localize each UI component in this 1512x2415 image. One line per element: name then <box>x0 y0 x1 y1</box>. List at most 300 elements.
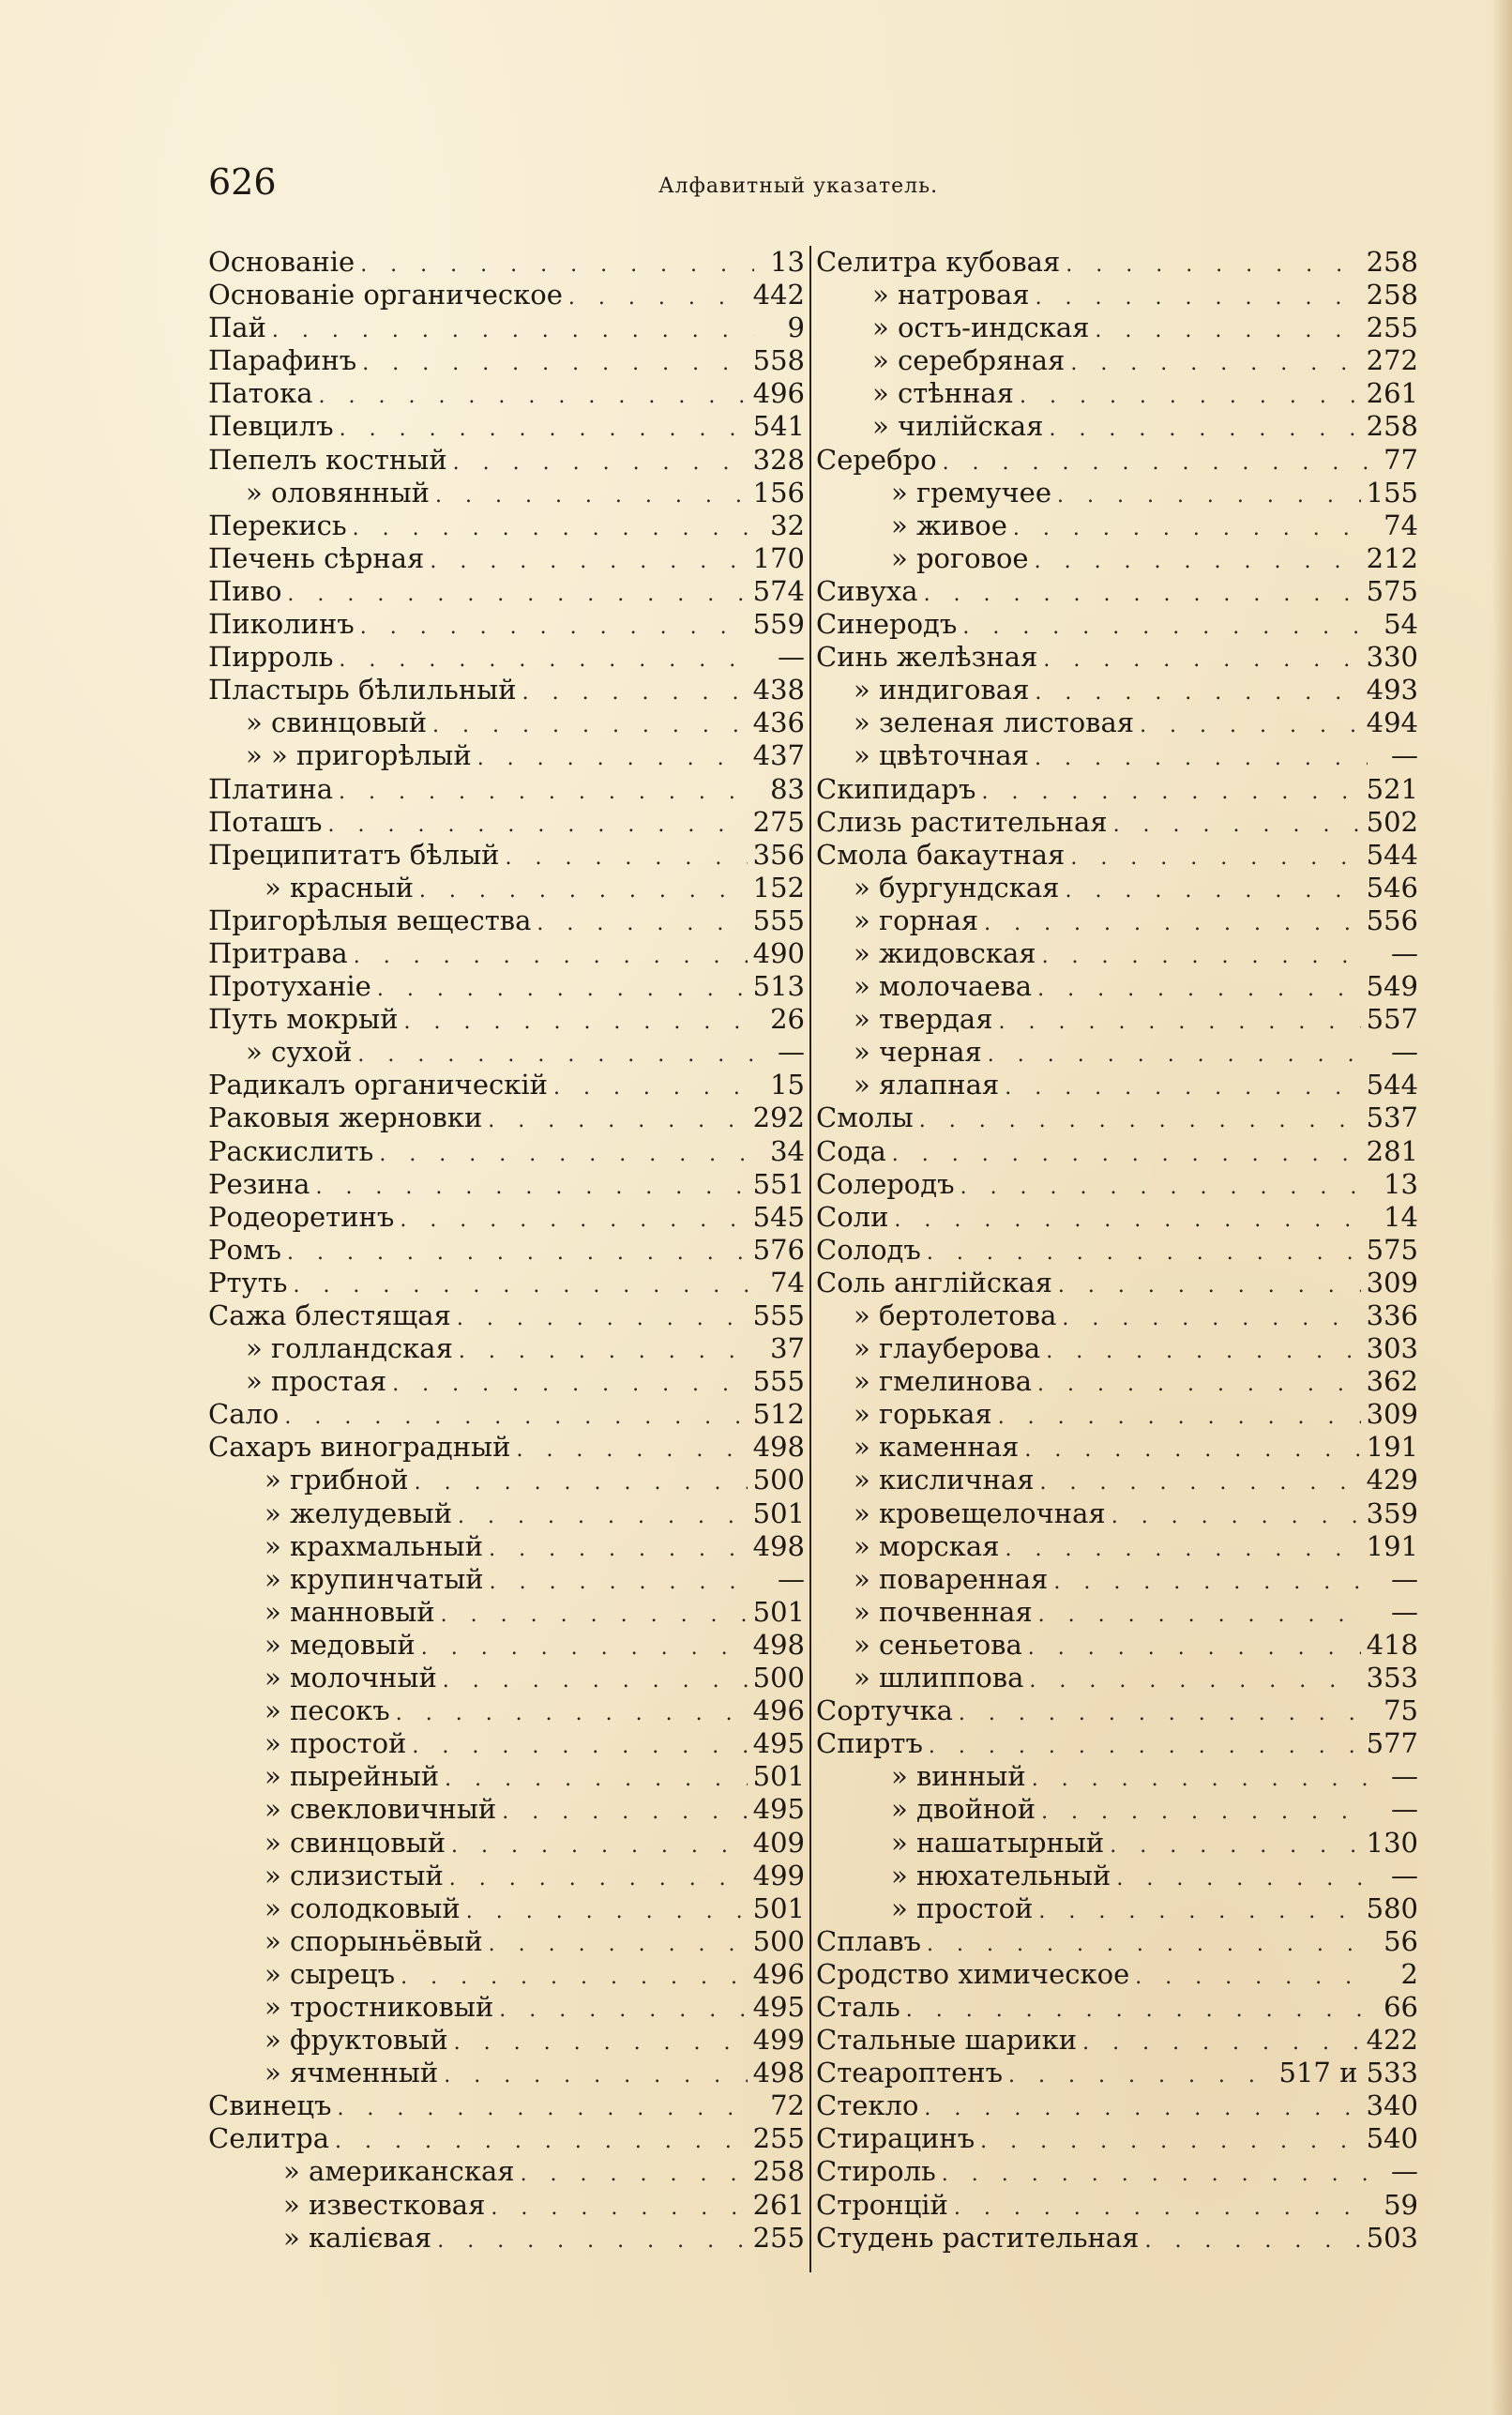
dot-leader <box>1110 1830 1360 1860</box>
entry-term: » калієвая <box>283 2221 432 2254</box>
entry-term: Селитра <box>208 2122 329 2155</box>
index-entry <box>816 1332 1418 1365</box>
index-entry <box>816 773 1418 806</box>
index-entry <box>816 1860 1418 1892</box>
dot-leader <box>319 380 748 410</box>
index-entry <box>208 608 805 641</box>
dot-leader <box>1008 2059 1273 2089</box>
dot-leader <box>1024 1434 1360 1464</box>
index-entry <box>816 1760 1418 1793</box>
index-entry <box>816 279 1418 311</box>
dot-leader <box>339 644 754 674</box>
entry-page-number: 72 <box>770 2089 805 2122</box>
dot-leader <box>354 940 748 970</box>
index-entry <box>816 344 1418 377</box>
entry-term: Пиколинъ <box>208 608 355 641</box>
index-entry <box>208 1299 805 1332</box>
entry-page-number: 493 <box>1366 674 1418 706</box>
entry-page-number: 75 <box>1383 1694 1418 1727</box>
index-entry <box>816 542 1418 575</box>
index-entry <box>208 904 805 937</box>
index-entry <box>816 1662 1418 1694</box>
entry-page-number: 499 <box>752 2024 805 2057</box>
dot-leader <box>1070 842 1360 872</box>
dot-leader <box>287 1237 748 1267</box>
entry-term: » фруктовый <box>265 2024 448 2057</box>
dot-leader <box>988 1039 1368 1069</box>
entry-term: » крахмальный <box>265 1529 484 1562</box>
dot-leader <box>1065 874 1360 904</box>
index-entry <box>816 1267 1418 1299</box>
dot-leader <box>553 1071 754 1101</box>
index-entry <box>816 1234 1418 1267</box>
dot-leader <box>1041 1796 1368 1826</box>
index-entry <box>208 1563 805 1596</box>
index-entry <box>208 1629 805 1662</box>
dot-leader <box>400 1204 747 1234</box>
entry-term: Раскислить <box>208 1134 374 1167</box>
index-entry <box>208 1958 805 1991</box>
dot-leader <box>445 1763 747 1793</box>
entry-term: Сало <box>208 1398 280 1431</box>
index-entry <box>208 2089 805 2122</box>
dot-leader <box>377 973 748 1003</box>
entry-term: » простая <box>246 1365 387 1398</box>
entry-term: » шлиппова <box>854 1662 1024 1694</box>
entry-page-number: — <box>1391 2155 1418 2188</box>
entry-page-number: 495 <box>752 1990 805 2023</box>
index-entry <box>816 1497 1418 1530</box>
entry-term: » поваренная <box>854 1562 1049 1595</box>
dot-leader <box>1038 1599 1368 1629</box>
index-entry <box>816 2057 1418 2089</box>
dot-leader <box>1095 314 1360 344</box>
index-entry <box>816 1168 1418 1201</box>
entry-page-number: 340 <box>1366 2089 1418 2122</box>
dot-leader <box>449 1862 748 1892</box>
entry-page-number: 26 <box>770 1003 805 1036</box>
index-entry <box>208 1827 805 1860</box>
dot-leader <box>1005 1071 1360 1101</box>
dot-leader <box>960 1171 1368 1201</box>
index-entry <box>208 773 805 806</box>
entry-term: Протуханіе <box>208 970 371 1003</box>
index-entry <box>208 1727 805 1760</box>
entry-page-number: — <box>1391 1793 1418 1826</box>
dot-leader <box>1116 1862 1368 1892</box>
entry-term: » простой <box>265 1727 407 1760</box>
entry-page-number: 544 <box>1366 1069 1418 1101</box>
index-entry <box>816 970 1418 1003</box>
entry-page-number: — <box>1391 1760 1418 1793</box>
index-entry <box>208 1860 805 1892</box>
entry-term: Солеродъ <box>816 1167 955 1200</box>
entry-page-number: 498 <box>752 2057 805 2089</box>
entry-term: Парафинъ <box>208 344 357 377</box>
entry-page-number: 261 <box>752 2188 805 2221</box>
index-entry <box>816 1694 1418 1727</box>
entry-page-number: 170 <box>752 541 805 574</box>
index-column-left <box>208 246 805 2255</box>
entry-page-number: 13 <box>1383 1167 1418 1200</box>
entry-page-number: 429 <box>1366 1464 1418 1496</box>
entry-term: » свинцовый <box>265 1826 446 1859</box>
entry-term: Пирроль <box>208 641 334 674</box>
entry-term: Серебро <box>816 443 937 476</box>
entry-page-number: 580 <box>1366 1891 1418 1924</box>
entry-page-number: 501 <box>752 1760 805 1793</box>
entry-term: Стеароптенъ <box>816 2057 1004 2089</box>
running-title: Алфавитный указатель. <box>658 175 939 198</box>
dot-leader <box>404 1006 754 1036</box>
dot-leader <box>287 578 747 608</box>
index-entry <box>208 1201 805 1234</box>
index-entry <box>816 1036 1418 1069</box>
index-entry <box>208 1892 805 1925</box>
dot-leader <box>1066 249 1360 279</box>
entry-page-number: 309 <box>1366 1398 1418 1431</box>
dot-leader <box>415 1466 748 1496</box>
entry-term: Пай <box>208 311 266 344</box>
index-entry <box>208 1925 805 1958</box>
entry-term: Слизь растительная <box>816 805 1108 838</box>
entry-page-number: 496 <box>752 377 805 410</box>
entry-page-number: 442 <box>752 279 805 311</box>
entry-term: » стѣнная <box>872 377 1014 410</box>
entry-page-number: 156 <box>752 476 805 509</box>
entry-page-number: 555 <box>752 1365 805 1398</box>
index-entry <box>208 2024 805 2057</box>
entry-term: Пепелъ костный <box>208 443 447 476</box>
entry-term: » медовый <box>265 1628 416 1661</box>
dot-leader <box>1135 1961 1368 1991</box>
index-entry <box>208 1036 805 1069</box>
dot-leader <box>401 1961 748 1991</box>
entry-term: Печень сѣрная <box>208 541 425 574</box>
dot-leader <box>942 2158 1368 2188</box>
dot-leader <box>919 1104 1361 1134</box>
entry-page-number: 501 <box>752 1595 805 1628</box>
index-entry <box>816 706 1418 739</box>
entry-term: » глауберова <box>854 1332 1041 1365</box>
dot-leader <box>412 1730 747 1760</box>
entry-term: » крупинчатый <box>265 1562 484 1595</box>
dot-leader <box>421 1632 748 1662</box>
entry-term: » солодковый <box>265 1891 461 1924</box>
dot-leader <box>1053 1566 1368 1596</box>
index-entry <box>816 739 1418 772</box>
entry-page-number: 37 <box>770 1332 805 1365</box>
dot-leader <box>1082 2027 1361 2057</box>
entry-page-number: 152 <box>752 871 805 904</box>
entry-term: » простой <box>891 1891 1034 1924</box>
dot-leader <box>360 611 748 641</box>
dot-leader <box>1040 1466 1361 1496</box>
entry-term: » бертолетова <box>854 1299 1057 1331</box>
dot-leader <box>1057 479 1361 509</box>
index-entry <box>816 311 1418 344</box>
dot-leader <box>315 1171 747 1201</box>
dot-leader <box>1013 512 1368 542</box>
dot-leader <box>892 1138 1361 1168</box>
index-entry <box>208 1267 805 1299</box>
entry-term: » молочаева <box>854 970 1033 1003</box>
page-number: 626 <box>208 161 277 203</box>
index-entry <box>208 1365 805 1398</box>
index-entry <box>208 1530 805 1563</box>
dot-leader <box>488 1104 747 1134</box>
dot-leader <box>491 2192 747 2222</box>
entry-term: Перекись <box>208 509 347 541</box>
dot-leader <box>457 1302 748 1332</box>
entry-page-number: 499 <box>752 1859 805 1891</box>
index-entry <box>208 410 805 443</box>
entry-page-number: 359 <box>1366 1496 1418 1529</box>
entry-term: » жидовская <box>854 936 1036 969</box>
entry-term: » свекловичный <box>265 1793 497 1826</box>
entry-page-number: 281 <box>1366 1134 1418 1167</box>
entry-page-number: 275 <box>752 805 805 838</box>
entry-page-number: 353 <box>1366 1662 1418 1694</box>
entry-term: » желудевый <box>265 1496 453 1529</box>
dot-leader <box>537 907 747 937</box>
entry-term: Соль англійская <box>816 1266 1052 1299</box>
dot-leader <box>998 1401 1361 1431</box>
index-entry <box>816 1793 1418 1826</box>
index-entry <box>208 1168 805 1201</box>
index-entry <box>208 872 805 904</box>
entry-page-number: 498 <box>752 1529 805 1562</box>
entry-term: Сажа блестящая <box>208 1299 451 1331</box>
index-entry <box>816 1135 1418 1168</box>
entry-page-number: 575 <box>1366 1233 1418 1266</box>
index-entry <box>816 904 1418 937</box>
entry-term: » живое <box>891 509 1007 541</box>
entry-page-number: 336 <box>1366 1299 1418 1331</box>
entry-term: Сода <box>816 1134 886 1167</box>
dot-leader <box>943 447 1368 477</box>
index-entry <box>208 1398 805 1431</box>
entry-term: » красный <box>265 871 414 904</box>
entry-term: Синь желѣзная <box>816 641 1038 674</box>
index-entry <box>208 542 805 575</box>
entry-page-number: — <box>1391 739 1418 772</box>
entry-term: » грибной <box>265 1464 409 1496</box>
dot-leader <box>1020 380 1361 410</box>
dot-leader <box>353 512 754 542</box>
entry-term: Основаніе <box>208 246 355 278</box>
index-entry <box>816 1201 1418 1234</box>
entry-term: » песокъ <box>265 1694 390 1727</box>
dot-leader <box>927 1928 1368 1958</box>
entry-page-number: 292 <box>752 1101 805 1134</box>
entry-term: Пригорѣлыя вещества <box>208 904 532 936</box>
entry-page-number: 212 <box>1366 541 1418 574</box>
dot-leader <box>962 611 1368 641</box>
entry-term: » индиговая <box>854 674 1030 706</box>
entry-term: » бургундская <box>854 871 1060 904</box>
entry-page-number: 66 <box>1383 1990 1418 2023</box>
entry-term: » оловянный <box>246 476 430 509</box>
dot-leader <box>1070 347 1360 377</box>
dot-leader <box>435 479 748 509</box>
index-entry <box>208 311 805 344</box>
dot-leader <box>521 2158 748 2188</box>
entry-page-number: 500 <box>752 1924 805 1957</box>
entry-term: Родеоретинъ <box>208 1200 395 1233</box>
dot-leader <box>392 1368 747 1398</box>
entry-term: Стирацинъ <box>816 2122 975 2155</box>
index-entry <box>208 1234 805 1267</box>
dot-leader <box>1035 545 1361 575</box>
dot-leader <box>980 2125 1360 2155</box>
entry-term: » остъ-индская <box>872 311 1090 344</box>
index-entry <box>816 2089 1418 2122</box>
index-entry <box>816 2122 1418 2155</box>
entry-page-number: 258 <box>1366 246 1418 278</box>
entry-term: Пиво <box>208 574 282 607</box>
dot-leader <box>1046 1335 1360 1365</box>
index-entry <box>816 410 1418 443</box>
index-entry <box>816 641 1418 674</box>
dot-leader <box>335 2125 748 2155</box>
entry-page-number: 494 <box>1366 706 1418 739</box>
index-entry <box>816 1464 1418 1496</box>
entry-term: Солодъ <box>816 1233 921 1266</box>
entry-page-number: 576 <box>752 1233 805 1266</box>
dot-leader <box>360 249 754 279</box>
entry-page-number: 555 <box>752 1299 805 1331</box>
entry-term: » сухой <box>246 1036 353 1069</box>
entry-page-number: 495 <box>752 1727 805 1760</box>
entry-term: Стронцій <box>816 2188 948 2221</box>
entry-page-number: 496 <box>752 1957 805 1990</box>
dot-leader <box>432 709 748 739</box>
index-entry <box>816 839 1418 872</box>
entry-term: Резина <box>208 1167 310 1200</box>
entry-page-number: 74 <box>1383 509 1418 541</box>
index-entry <box>208 641 805 674</box>
index-entry <box>208 2122 805 2155</box>
entry-page-number: 74 <box>770 1266 805 1299</box>
dot-leader <box>999 1006 1361 1036</box>
index-entry <box>816 1398 1418 1431</box>
entry-term: » нашатырный <box>891 1826 1105 1859</box>
entry-term: » морская <box>854 1529 1000 1562</box>
entry-page-number: 56 <box>1383 1924 1418 1957</box>
index-entry <box>816 1069 1418 1101</box>
entry-term: Селитра кубовая <box>816 246 1061 278</box>
index-entry <box>816 1299 1418 1332</box>
dot-leader <box>458 1500 748 1530</box>
entry-page-number: 512 <box>752 1398 805 1431</box>
index-entry <box>816 1727 1418 1760</box>
index-column-right <box>816 246 1418 2255</box>
index-entry <box>208 1662 805 1694</box>
entry-term: » каменная <box>854 1431 1020 1464</box>
entry-page-number: 549 <box>1366 970 1418 1003</box>
entry-page-number: 498 <box>752 1431 805 1464</box>
index-entry <box>816 1827 1418 1860</box>
index-entry <box>816 937 1418 970</box>
index-entry <box>816 575 1418 608</box>
dot-leader <box>1140 709 1361 739</box>
index-entry <box>208 2057 805 2089</box>
entry-page-number: 501 <box>752 1496 805 1529</box>
index-entry <box>816 444 1418 477</box>
entry-page-number: — <box>1391 1562 1418 1595</box>
entry-term: Соли <box>816 1200 889 1233</box>
entry-page-number: — <box>778 1562 805 1595</box>
index-entry <box>208 1431 805 1464</box>
dot-leader <box>1113 809 1361 839</box>
index-entry <box>208 1694 805 1727</box>
entry-term: » молочный <box>265 1662 437 1694</box>
index-entry <box>816 1629 1418 1662</box>
index-entry <box>816 674 1418 706</box>
dot-leader <box>499 1994 747 2024</box>
dot-leader <box>340 413 748 443</box>
entry-term: » зеленая листовая <box>854 706 1135 739</box>
dot-leader <box>293 1269 754 1299</box>
entry-page-number: 155 <box>1366 476 1418 509</box>
index-entry <box>816 246 1418 279</box>
entry-term: Певцилъ <box>208 410 334 443</box>
dot-leader <box>490 1566 754 1596</box>
dot-leader <box>466 1895 748 1925</box>
entry-page-number: — <box>1391 1859 1418 1891</box>
index-entry <box>816 477 1418 509</box>
entry-term: » » пригорѣлый <box>246 739 472 772</box>
entry-term: Синеродъ <box>816 608 958 641</box>
dot-leader <box>454 2027 748 2057</box>
dot-leader <box>522 676 748 706</box>
index-entry <box>816 1596 1418 1629</box>
page-header <box>208 158 1418 214</box>
entry-term: Стироль <box>816 2155 936 2188</box>
entry-page-number: — <box>1391 936 1418 969</box>
entry-page-number: 77 <box>1383 443 1418 476</box>
entry-page-number: 130 <box>1366 1826 1418 1859</box>
entry-page-number: 362 <box>1366 1365 1418 1398</box>
index-entry <box>208 377 805 410</box>
entry-page-number: 490 <box>752 936 805 969</box>
entry-term: Ртуть <box>208 1266 288 1299</box>
entry-page-number: 437 <box>752 739 805 772</box>
entry-term: » сырецъ <box>265 1957 396 1990</box>
entry-term: Смола бакаутная <box>816 838 1066 871</box>
entry-term: » манновый <box>265 1595 435 1628</box>
entry-term: » свинцовый <box>246 706 428 739</box>
index-entry <box>208 2155 805 2188</box>
dot-leader <box>1062 1302 1360 1332</box>
entry-page-number: 258 <box>1366 410 1418 443</box>
dot-leader <box>453 447 748 477</box>
entry-term: Основаніе органическое <box>208 279 563 311</box>
dot-leader <box>1042 940 1368 970</box>
entry-page-number: 541 <box>752 410 805 443</box>
dot-leader <box>477 742 748 772</box>
entry-page-number: 495 <box>752 1793 805 1826</box>
entry-term: » твердая <box>854 1003 993 1036</box>
dot-leader <box>1144 2225 1360 2255</box>
entry-term: Патока <box>208 377 313 410</box>
entry-page-number: 559 <box>752 608 805 641</box>
index-entry <box>816 1925 1418 1958</box>
dot-leader <box>489 1533 748 1563</box>
dot-leader <box>339 776 754 806</box>
entry-page-number: — <box>1391 1036 1418 1069</box>
